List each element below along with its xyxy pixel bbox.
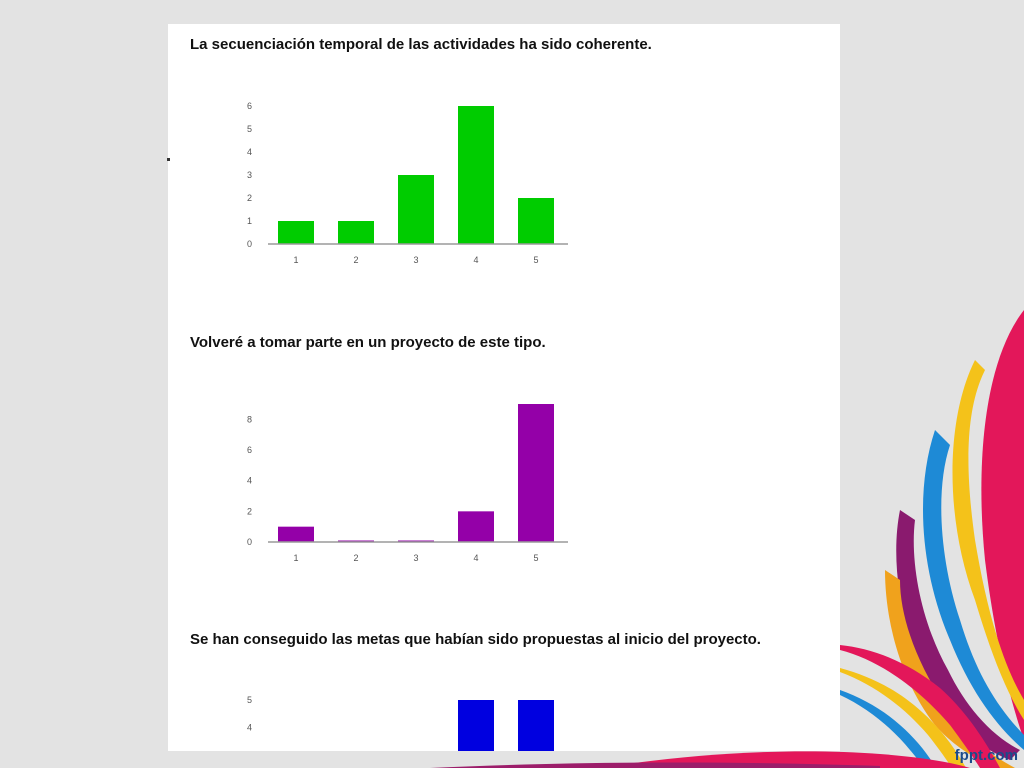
brand-watermark: fppt.com	[954, 747, 1018, 764]
bar-3	[398, 175, 434, 244]
x-tick-label: 5	[533, 255, 539, 265]
question-2-title: Volveré a tomar parte en un proyecto de este tipo.	[190, 334, 546, 351]
y-tick-label: 2	[246, 506, 252, 517]
x-tick-label: 3	[413, 255, 419, 265]
bar-5	[518, 198, 554, 244]
bar-chart-3	[168, 690, 840, 751]
bar-1	[278, 221, 314, 244]
y-tick-label: 6	[246, 445, 252, 455]
bar-chart-2	[168, 394, 840, 594]
question-3-title: Se han conseguido las metas que habían sido propuestas al inicio del proyecto.	[190, 631, 761, 648]
survey-results-panel	[168, 24, 840, 751]
stray-mark	[167, 158, 170, 161]
x-tick-label: 2	[353, 553, 359, 563]
x-tick-label: 3	[413, 553, 419, 563]
bar-chart-1	[168, 96, 840, 296]
bar-2	[338, 221, 374, 244]
bar-1	[278, 527, 314, 542]
bar-4	[458, 511, 494, 542]
y-tick-label: 4	[246, 475, 252, 486]
y-tick-label: 3	[246, 170, 252, 180]
x-tick-label: 4	[473, 255, 479, 265]
y-tick-label: 5	[246, 124, 252, 134]
y-tick-label: 8	[246, 414, 252, 425]
x-tick-label: 5	[533, 553, 539, 563]
y-tick-label: 6	[246, 101, 252, 111]
bar-4	[458, 700, 494, 751]
question-1-title: La secuenciación temporal de las actividades ha sido coherente.	[190, 36, 652, 53]
y-tick-label: 4	[246, 147, 252, 157]
x-tick-label: 1	[293, 255, 299, 265]
x-tick-label: 4	[473, 553, 479, 563]
y-tick-label: 0	[246, 537, 252, 547]
bar-5	[518, 700, 554, 751]
y-tick-label: 4	[246, 722, 252, 733]
bar-4	[458, 106, 494, 244]
bar-5	[518, 404, 554, 542]
y-tick-label: 1	[246, 216, 252, 226]
y-tick-label: 0	[246, 239, 252, 249]
x-tick-label: 2	[353, 255, 359, 265]
y-tick-label: 2	[246, 193, 252, 203]
x-tick-label: 1	[293, 553, 299, 563]
y-tick-label: 5	[246, 695, 252, 705]
